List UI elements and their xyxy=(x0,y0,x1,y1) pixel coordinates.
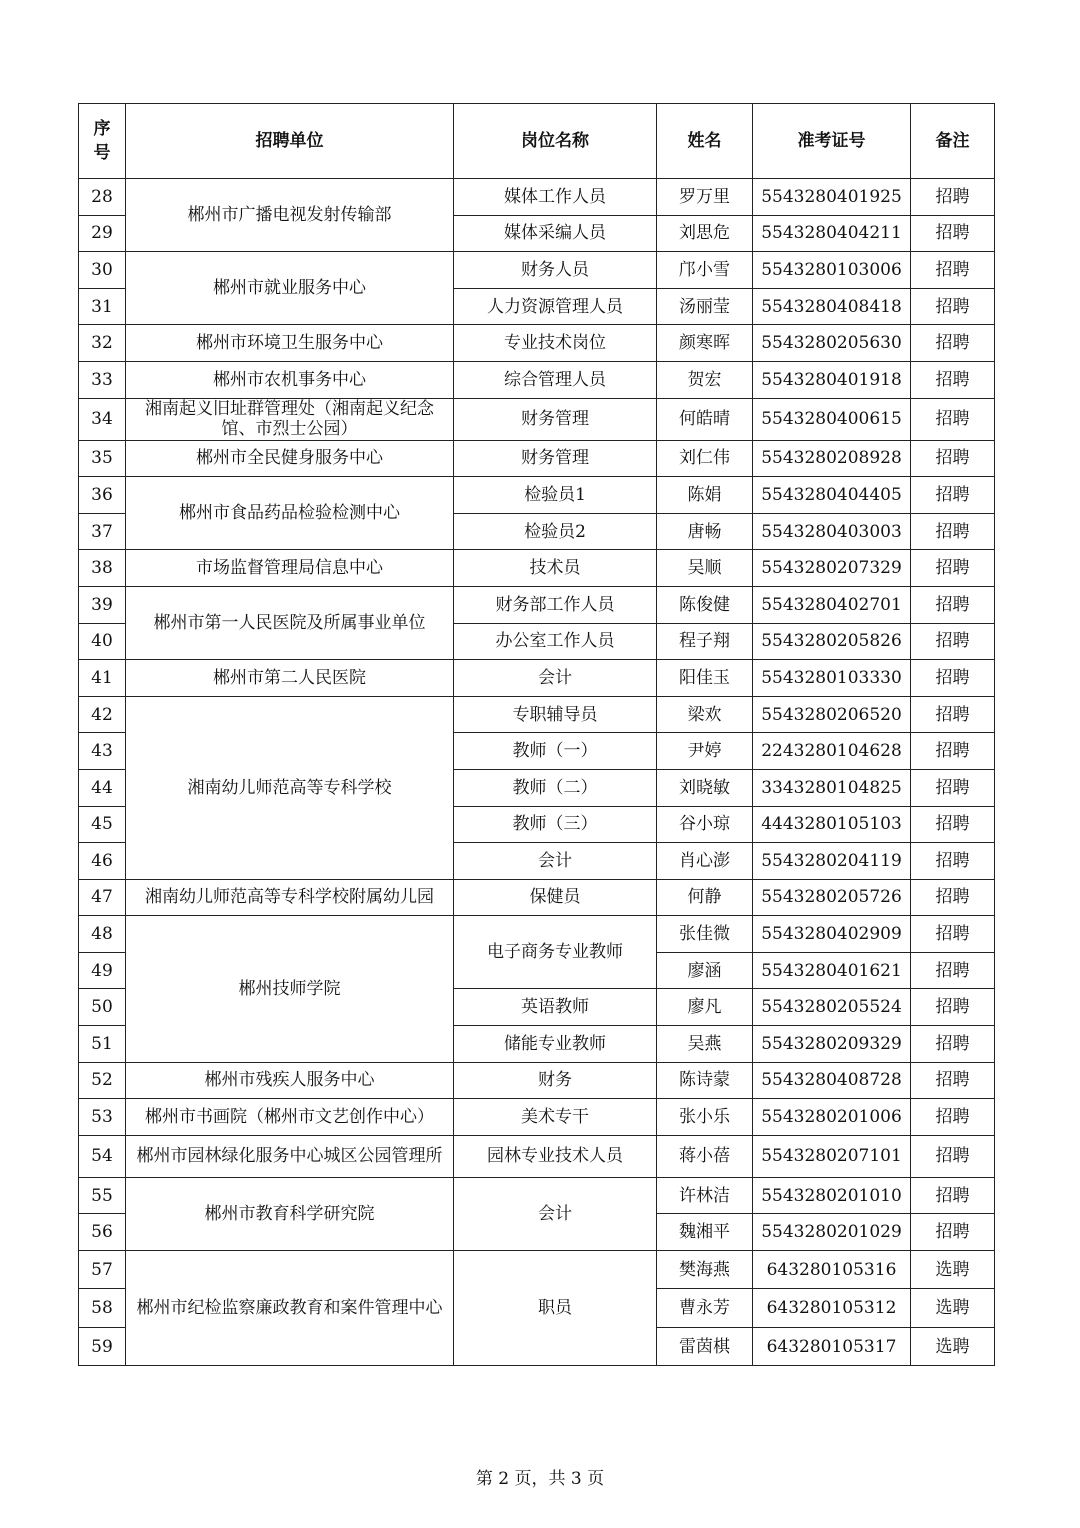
table-row xyxy=(79,660,995,697)
exam-id-cell: 5543280400615 xyxy=(753,398,911,440)
table-row xyxy=(79,1062,995,1099)
post-cell: 储能专业教师 xyxy=(454,1026,657,1063)
note-cell: 招聘 xyxy=(911,1062,995,1099)
name-cell: 陈娟 xyxy=(657,477,753,514)
table-row xyxy=(79,325,995,362)
post-cell: 园林专业技术人员 xyxy=(454,1135,657,1177)
post-cell: 会计 xyxy=(454,660,657,697)
post-cell: 财务部工作人员 xyxy=(454,586,657,623)
name-cell: 刘晓敏 xyxy=(657,769,753,806)
exam-id-cell: 5543280402909 xyxy=(753,916,911,953)
note-cell: 招聘 xyxy=(911,1099,995,1136)
seq-cell: 46 xyxy=(79,843,126,880)
exam-id-cell: 643280105316 xyxy=(753,1251,911,1289)
post-cell: 检验员2 xyxy=(454,513,657,550)
name-cell: 梁欢 xyxy=(657,696,753,733)
table-row xyxy=(79,179,995,216)
unit-cell: 郴州市纪检监察廉政教育和案件管理中心 xyxy=(126,1251,454,1366)
exam-id-cell: 643280105317 xyxy=(753,1327,911,1365)
table-row xyxy=(79,477,995,514)
note-cell: 招聘 xyxy=(911,586,995,623)
note-cell: 招聘 xyxy=(911,440,995,477)
seq-cell: 37 xyxy=(79,513,126,550)
post-cell: 办公室工作人员 xyxy=(454,623,657,660)
post-cell: 教师（一） xyxy=(454,733,657,770)
exam-id-cell: 5543280402701 xyxy=(753,586,911,623)
table-row xyxy=(79,1135,995,1177)
exam-id-cell: 5543280209329 xyxy=(753,1026,911,1063)
seq-cell: 30 xyxy=(79,252,126,289)
unit-cell: 郴州市第一人民医院及所属事业单位 xyxy=(126,586,454,659)
seq-cell: 43 xyxy=(79,733,126,770)
post-cell: 专职辅导员 xyxy=(454,696,657,733)
exam-id-cell: 3343280104825 xyxy=(753,769,911,806)
seq-cell: 35 xyxy=(79,440,126,477)
seq-cell: 32 xyxy=(79,325,126,362)
post-cell: 人力资源管理人员 xyxy=(454,288,657,325)
exam-id-cell: 5543280207101 xyxy=(753,1135,911,1177)
seq-cell: 29 xyxy=(79,215,126,252)
note-cell: 招聘 xyxy=(911,989,995,1026)
exam-id-cell: 5543280205630 xyxy=(753,325,911,362)
name-cell: 张佳微 xyxy=(657,916,753,953)
seq-cell: 53 xyxy=(79,1099,126,1136)
note-cell: 选聘 xyxy=(911,1251,995,1289)
table-row xyxy=(79,550,995,587)
note-cell: 招聘 xyxy=(911,696,995,733)
table-row xyxy=(79,879,995,916)
name-cell: 蒋小蓓 xyxy=(657,1135,753,1177)
header-exam-id: 准考证号 xyxy=(753,104,911,179)
note-cell: 招聘 xyxy=(911,325,995,362)
exam-id-cell: 5543280404405 xyxy=(753,477,911,514)
post-cell: 技术员 xyxy=(454,550,657,587)
name-cell: 刘仁伟 xyxy=(657,440,753,477)
post-cell: 综合管理人员 xyxy=(454,361,657,398)
exam-id-cell: 5543280401925 xyxy=(753,179,911,216)
post-cell: 电子商务专业教师 xyxy=(454,916,657,989)
post-cell: 教师（三） xyxy=(454,806,657,843)
name-cell: 邝小雪 xyxy=(657,252,753,289)
name-cell: 樊海燕 xyxy=(657,1251,753,1289)
exam-id-cell: 2243280104628 xyxy=(753,733,911,770)
unit-cell: 郴州技师学院 xyxy=(126,916,454,1062)
note-cell: 招聘 xyxy=(911,660,995,697)
name-cell: 程子翔 xyxy=(657,623,753,660)
seq-cell: 55 xyxy=(79,1177,126,1214)
seq-cell: 59 xyxy=(79,1327,126,1365)
note-cell: 招聘 xyxy=(911,733,995,770)
post-cell: 财务 xyxy=(454,1062,657,1099)
table-row xyxy=(79,586,995,623)
seq-cell: 50 xyxy=(79,989,126,1026)
exam-id-cell: 643280105312 xyxy=(753,1289,911,1327)
unit-cell: 湘南起义旧址群管理处（湘南起义纪念馆、市烈士公园） xyxy=(126,398,454,440)
unit-cell: 郴州市就业服务中心 xyxy=(126,252,454,325)
name-cell: 魏湘平 xyxy=(657,1214,753,1251)
name-cell: 阳佳玉 xyxy=(657,660,753,697)
exam-id-cell: 5543280206520 xyxy=(753,696,911,733)
name-cell: 陈俊健 xyxy=(657,586,753,623)
exam-id-cell: 5543280208928 xyxy=(753,440,911,477)
exam-id-cell: 5543280103006 xyxy=(753,252,911,289)
unit-cell: 郴州市食品药品检验检测中心 xyxy=(126,477,454,550)
note-cell: 招聘 xyxy=(911,843,995,880)
note-cell: 招聘 xyxy=(911,952,995,989)
note-cell: 招聘 xyxy=(911,179,995,216)
note-cell: 招聘 xyxy=(911,215,995,252)
name-cell: 唐畅 xyxy=(657,513,753,550)
header-post: 岗位名称 xyxy=(454,104,657,179)
exam-id-cell: 5543280201006 xyxy=(753,1099,911,1136)
name-cell: 尹婷 xyxy=(657,733,753,770)
seq-cell: 36 xyxy=(79,477,126,514)
name-cell: 谷小琼 xyxy=(657,806,753,843)
name-cell: 吴顺 xyxy=(657,550,753,587)
unit-cell: 郴州市教育科学研究院 xyxy=(126,1177,454,1250)
exam-id-cell: 5543280401621 xyxy=(753,952,911,989)
exam-id-cell: 5543280404211 xyxy=(753,215,911,252)
note-cell: 招聘 xyxy=(911,1135,995,1177)
table-header-row xyxy=(79,104,995,179)
name-cell: 廖凡 xyxy=(657,989,753,1026)
name-cell: 许林洁 xyxy=(657,1177,753,1214)
name-cell: 何静 xyxy=(657,879,753,916)
table-row xyxy=(79,1099,995,1136)
name-cell: 贺宏 xyxy=(657,361,753,398)
post-cell: 财务管理 xyxy=(454,440,657,477)
exam-id-cell: 5543280205826 xyxy=(753,623,911,660)
exam-id-cell: 5543280408418 xyxy=(753,288,911,325)
table-row xyxy=(79,361,995,398)
seq-cell: 34 xyxy=(79,398,126,440)
unit-cell: 湘南幼儿师范高等专科学校 xyxy=(126,696,454,879)
header-seq: 序 号 xyxy=(79,104,126,179)
unit-cell: 郴州市全民健身服务中心 xyxy=(126,440,454,477)
note-cell: 招聘 xyxy=(911,1026,995,1063)
note-cell: 招聘 xyxy=(911,252,995,289)
exam-id-cell: 5543280207329 xyxy=(753,550,911,587)
seq-cell: 44 xyxy=(79,769,126,806)
table-row xyxy=(79,252,995,289)
note-cell: 招聘 xyxy=(911,1177,995,1214)
note-cell: 招聘 xyxy=(911,916,995,953)
table-row xyxy=(79,1251,995,1289)
post-cell: 会计 xyxy=(454,843,657,880)
seq-cell: 38 xyxy=(79,550,126,587)
unit-cell: 郴州市环境卫生服务中心 xyxy=(126,325,454,362)
note-cell: 选聘 xyxy=(911,1327,995,1365)
exam-id-cell: 5543280205524 xyxy=(753,989,911,1026)
unit-cell: 郴州市农机事务中心 xyxy=(126,361,454,398)
post-cell: 媒体采编人员 xyxy=(454,215,657,252)
unit-cell: 市场监督管理局信息中心 xyxy=(126,550,454,587)
post-cell: 美术专干 xyxy=(454,1099,657,1136)
seq-cell: 57 xyxy=(79,1251,126,1289)
name-cell: 颜寒晖 xyxy=(657,325,753,362)
note-cell: 招聘 xyxy=(911,806,995,843)
note-cell: 招聘 xyxy=(911,1214,995,1251)
name-cell: 吴燕 xyxy=(657,1026,753,1063)
post-cell: 教师（二） xyxy=(454,769,657,806)
seq-cell: 48 xyxy=(79,916,126,953)
post-cell: 财务人员 xyxy=(454,252,657,289)
seq-cell: 45 xyxy=(79,806,126,843)
name-cell: 张小乐 xyxy=(657,1099,753,1136)
post-cell: 检验员1 xyxy=(454,477,657,514)
table-row xyxy=(79,696,995,733)
seq-cell: 49 xyxy=(79,952,126,989)
exam-id-cell: 5543280103330 xyxy=(753,660,911,697)
post-cell: 职员 xyxy=(454,1251,657,1366)
name-cell: 何皓晴 xyxy=(657,398,753,440)
seq-cell: 56 xyxy=(79,1214,126,1251)
seq-cell: 28 xyxy=(79,179,126,216)
page-footer: 第 2 页，共 3 页 xyxy=(475,1469,605,1489)
post-cell: 保健员 xyxy=(454,879,657,916)
name-cell: 肖心澎 xyxy=(657,843,753,880)
note-cell: 招聘 xyxy=(911,477,995,514)
exam-id-cell: 5543280204119 xyxy=(753,843,911,880)
exam-id-cell: 5543280401918 xyxy=(753,361,911,398)
exam-id-cell: 5543280201010 xyxy=(753,1177,911,1214)
unit-cell: 郴州市第二人民医院 xyxy=(126,660,454,697)
name-cell: 罗万里 xyxy=(657,179,753,216)
note-cell: 招聘 xyxy=(911,513,995,550)
note-cell: 招聘 xyxy=(911,288,995,325)
unit-cell: 郴州市广播电视发射传输部 xyxy=(126,179,454,252)
post-cell: 财务管理 xyxy=(454,398,657,440)
unit-cell: 湘南幼儿师范高等专科学校附属幼儿园 xyxy=(126,879,454,916)
unit-cell: 郴州市园林绿化服务中心城区公园管理所 xyxy=(126,1135,454,1177)
name-cell: 雷茵棋 xyxy=(657,1327,753,1365)
seq-cell: 51 xyxy=(79,1026,126,1063)
name-cell: 廖涵 xyxy=(657,952,753,989)
note-cell: 招聘 xyxy=(911,361,995,398)
post-cell: 会计 xyxy=(454,1177,657,1250)
note-cell: 招聘 xyxy=(911,398,995,440)
seq-cell: 52 xyxy=(79,1062,126,1099)
seq-cell: 47 xyxy=(79,879,126,916)
table-row xyxy=(79,440,995,477)
post-cell: 专业技术岗位 xyxy=(454,325,657,362)
unit-cell: 郴州市残疾人服务中心 xyxy=(126,1062,454,1099)
seq-cell: 58 xyxy=(79,1289,126,1327)
exam-id-cell: 4443280105103 xyxy=(753,806,911,843)
seq-cell: 31 xyxy=(79,288,126,325)
note-cell: 招聘 xyxy=(911,769,995,806)
exam-id-cell: 5543280403003 xyxy=(753,513,911,550)
note-cell: 招聘 xyxy=(911,623,995,660)
note-cell: 选聘 xyxy=(911,1289,995,1327)
name-cell: 曹永芳 xyxy=(657,1289,753,1327)
table-row xyxy=(79,916,995,953)
results-table xyxy=(78,103,995,1366)
note-cell: 招聘 xyxy=(911,550,995,587)
header-name: 姓名 xyxy=(657,104,753,179)
seq-cell: 33 xyxy=(79,361,126,398)
exam-id-cell: 5543280201029 xyxy=(753,1214,911,1251)
exam-id-cell: 5543280408728 xyxy=(753,1062,911,1099)
seq-cell: 40 xyxy=(79,623,126,660)
seq-cell: 54 xyxy=(79,1135,126,1177)
seq-cell: 41 xyxy=(79,660,126,697)
note-cell: 招聘 xyxy=(911,879,995,916)
seq-cell: 39 xyxy=(79,586,126,623)
table-row xyxy=(79,1177,995,1214)
table-row xyxy=(79,398,995,440)
header-note: 备注 xyxy=(911,104,995,179)
exam-id-cell: 5543280205726 xyxy=(753,879,911,916)
name-cell: 陈诗蒙 xyxy=(657,1062,753,1099)
name-cell: 汤丽莹 xyxy=(657,288,753,325)
name-cell: 刘思危 xyxy=(657,215,753,252)
seq-cell: 42 xyxy=(79,696,126,733)
post-cell: 英语教师 xyxy=(454,989,657,1026)
header-unit: 招聘单位 xyxy=(126,104,454,179)
unit-cell: 郴州市书画院（郴州市文艺创作中心） xyxy=(126,1099,454,1136)
post-cell: 媒体工作人员 xyxy=(454,179,657,216)
